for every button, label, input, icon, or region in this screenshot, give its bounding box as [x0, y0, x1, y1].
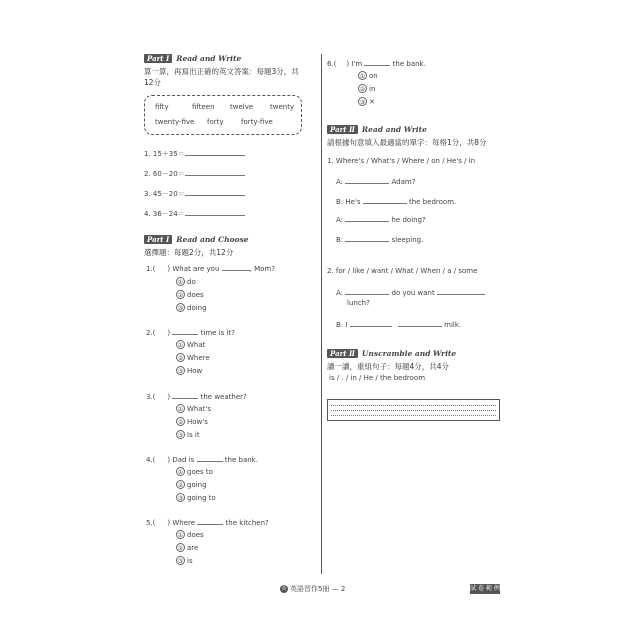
column-divider: [321, 54, 322, 574]
choice-question-1: [146, 263, 275, 273]
page-footer: [0, 584, 640, 598]
option-4b[interactable]: [176, 480, 207, 489]
fill-line-2a: [336, 287, 485, 297]
math-question-4: [144, 208, 245, 219]
option-label: does: [187, 291, 204, 299]
question-number: 4.(: [146, 456, 156, 464]
part4-header-block: [327, 347, 456, 372]
option-number-icon: ③: [177, 495, 184, 502]
option-2b[interactable]: [176, 353, 210, 362]
option-6c[interactable]: [358, 97, 375, 106]
question-text: the weather?: [200, 393, 247, 401]
option-number-icon: ②: [177, 419, 184, 426]
answer-blank[interactable]: [345, 287, 389, 295]
option-label: What: [187, 341, 206, 349]
option-number-icon: ③: [359, 99, 366, 106]
word-bank-row-2: [155, 115, 301, 130]
part4-badge: Part Ⅱ: [327, 349, 358, 358]
answer-blank[interactable]: [185, 188, 245, 196]
part1-instruction-line1: 算一算，再寫出正確的英文答案：每題3分，共: [144, 67, 299, 76]
line-text: do you want: [391, 289, 435, 297]
line-text: sleeping.: [391, 236, 424, 244]
option-number-icon: ②: [177, 292, 184, 299]
question-text: ) What are you: [167, 265, 220, 273]
option-label: going: [187, 481, 207, 489]
question-text: ) I'm: [346, 60, 363, 68]
part3-header-block: [327, 123, 487, 148]
option-number-icon: ②: [177, 545, 184, 552]
fill-line-1a: [336, 176, 415, 186]
footer-page-label: [280, 584, 345, 594]
question-text: the bank.: [392, 60, 426, 68]
word-bank-word: twenty: [270, 103, 295, 111]
part3-title: Read and Write: [361, 124, 427, 134]
answer-blank[interactable]: [185, 168, 245, 176]
part4-title: Unscramble and Write: [361, 348, 457, 358]
choice-question-2: [146, 327, 235, 337]
line-text: milk.: [444, 321, 462, 329]
part1-heading: [144, 52, 316, 64]
option-3b[interactable]: [176, 417, 208, 426]
option-label: do: [187, 278, 196, 286]
answer-blank[interactable]: [185, 208, 245, 216]
left-column: [144, 52, 316, 135]
question-text: time is it?: [200, 329, 235, 337]
part3-badge: Part Ⅱ: [327, 125, 358, 134]
part3-instruction: 請根據句意填入最適當的單字：每格1分，共8分: [327, 138, 487, 147]
fill-line-2a-cont: lunch?: [347, 299, 370, 307]
part2-badge: Part I: [144, 235, 172, 244]
speaker-label: A:: [336, 216, 344, 224]
option-number-icon: ②: [359, 86, 366, 93]
answer-guide-line: [331, 405, 496, 406]
speaker-label: B: I: [336, 321, 348, 329]
option-3a[interactable]: [176, 404, 211, 413]
option-4a[interactable]: [176, 467, 213, 476]
choice-question-4: [146, 454, 258, 464]
word-bank-word: twelve: [230, 103, 254, 111]
option-label: Where: [187, 354, 210, 362]
part1-title: Read and Write: [176, 53, 242, 63]
option-label: on: [369, 72, 378, 80]
option-label: are: [187, 544, 199, 552]
speaker-label: A:: [336, 289, 344, 297]
question-number: 6.(: [327, 60, 337, 68]
option-number-icon: ①: [177, 342, 184, 349]
fill-line-1c: [336, 214, 426, 224]
word-bank-word: fifteen: [192, 103, 215, 111]
question-text: ): [167, 393, 171, 401]
option-number-icon: ③: [177, 305, 184, 312]
option-5b[interactable]: [176, 543, 198, 552]
answer-blank[interactable]: [345, 176, 389, 184]
option-2a[interactable]: [176, 340, 205, 349]
part2-title: Read and Choose: [176, 234, 249, 244]
question-text: ) Where: [167, 519, 196, 527]
answer-blank[interactable]: [437, 287, 485, 295]
question-number: 5.(: [146, 519, 156, 527]
answer-blank[interactable]: [398, 319, 442, 327]
book-icon: 英: [281, 586, 287, 592]
part2-header-block: [144, 233, 249, 258]
option-1b[interactable]: [176, 290, 204, 299]
option-label: ✕: [369, 98, 375, 106]
option-label: is: [187, 557, 193, 565]
question-text: ) Dad is: [167, 456, 195, 464]
fill-line-1b: [336, 196, 456, 206]
option-6b[interactable]: [358, 84, 375, 93]
option-number-icon: ③: [177, 558, 184, 565]
option-label: What's: [187, 405, 211, 413]
option-number-icon: ②: [177, 355, 184, 362]
option-label: going to: [187, 494, 216, 502]
math-question-3: [144, 188, 245, 199]
option-label: doing: [187, 304, 207, 312]
option-2c[interactable]: [176, 366, 202, 375]
line-text: Adam?: [391, 178, 416, 186]
option-number-icon: ①: [177, 406, 184, 413]
option-1c[interactable]: [176, 303, 207, 312]
sample-badge: 試 卷 範 例: [470, 585, 500, 592]
math-question-text: 1. 15＋35＝: [144, 150, 185, 158]
question-number: 3.(: [146, 393, 156, 401]
question-blank: [172, 391, 198, 399]
question-text: the kitchen?: [225, 519, 269, 527]
option-number-icon: ①: [177, 279, 184, 286]
option-4c[interactable]: [176, 493, 216, 502]
word-bank-word: fifty: [155, 103, 169, 111]
fill-line-1d: [336, 234, 423, 244]
option-number-icon: ②: [177, 482, 184, 489]
option-label: in: [369, 85, 376, 93]
choice-question-3: [146, 391, 247, 401]
part2-heading: [144, 233, 249, 245]
line-text: he doing?: [391, 216, 426, 224]
option-number-icon: ③: [177, 432, 184, 439]
speaker-label: B: He's: [336, 198, 361, 206]
option-label: Is it: [187, 431, 200, 439]
answer-blank[interactable]: [350, 319, 392, 327]
math-question-text: 4. 36－24＝: [144, 210, 185, 218]
part4-instruction: 讀一讀，重組句子：每題4分，共4分: [327, 362, 450, 371]
option-label: How: [187, 367, 203, 375]
option-label: goes to: [187, 468, 213, 476]
part2-instruction: 選擇題：每題2分，共12分: [144, 248, 234, 257]
line-text: the bedroom.: [409, 198, 457, 206]
footer-text: 英語習作5冊 — 2: [290, 585, 346, 593]
speaker-label: A:: [336, 178, 344, 186]
speaker-label: B:: [336, 236, 344, 244]
question-text: the bank.: [224, 456, 258, 464]
question-blank: [197, 517, 223, 525]
question-number: 1.(: [146, 265, 156, 273]
part3-heading: [327, 123, 487, 135]
math-question-1: [144, 148, 245, 159]
question-blank: [197, 454, 223, 462]
answer-blank[interactable]: [185, 148, 245, 156]
question-text: ): [167, 329, 171, 337]
math-question-2: [144, 168, 245, 179]
option-5a[interactable]: [176, 530, 204, 539]
fill-question-1-prompt: 1. Where's / What's / Where / on / He's / in: [327, 157, 476, 165]
option-6a[interactable]: [358, 71, 378, 80]
part4-heading: [327, 347, 456, 359]
option-label: does: [187, 531, 204, 539]
question-blank: [364, 58, 390, 66]
answer-blank[interactable]: [345, 214, 389, 222]
option-5c[interactable]: [176, 556, 193, 565]
word-bank-word: forty-five: [241, 118, 273, 126]
word-bank-word: twenty-five: [155, 118, 195, 126]
question-text: , Mom?: [249, 265, 275, 273]
word-bank: [144, 95, 302, 135]
math-question-text: 2. 60－20＝: [144, 170, 185, 178]
answer-blank[interactable]: [363, 196, 407, 204]
fill-question-2-prompt: 2. for / like / want / What / When / a / some: [327, 267, 478, 275]
fill-line-2b: [336, 319, 461, 329]
question-number: 2.(: [146, 329, 156, 337]
math-question-text: 3. 45－20＝: [144, 190, 185, 198]
word-bank-row-1: [155, 100, 301, 115]
part1-badge: Part I: [144, 54, 172, 63]
option-number-icon: ①: [359, 73, 366, 80]
option-label: How's: [187, 418, 208, 426]
part1-instruction-line2: 12分: [144, 78, 162, 87]
option-1a[interactable]: [176, 277, 196, 286]
word-bank-word: forty: [207, 118, 224, 126]
choice-question-5: [146, 517, 269, 527]
option-number-icon: ①: [177, 532, 184, 539]
answer-blank[interactable]: [345, 234, 389, 242]
question-blank: [172, 327, 198, 335]
option-number-icon: ①: [177, 469, 184, 476]
option-number-icon: ③: [177, 368, 184, 375]
sentence-answer-box[interactable]: [327, 399, 500, 421]
question-blank: [222, 263, 250, 271]
choice-question-6: [327, 58, 426, 68]
answer-guide-line: [331, 410, 496, 411]
option-3c[interactable]: [176, 430, 200, 439]
answer-guide-line: [331, 415, 496, 416]
scramble-words: is / . / in / He / the bedroom: [329, 374, 426, 382]
